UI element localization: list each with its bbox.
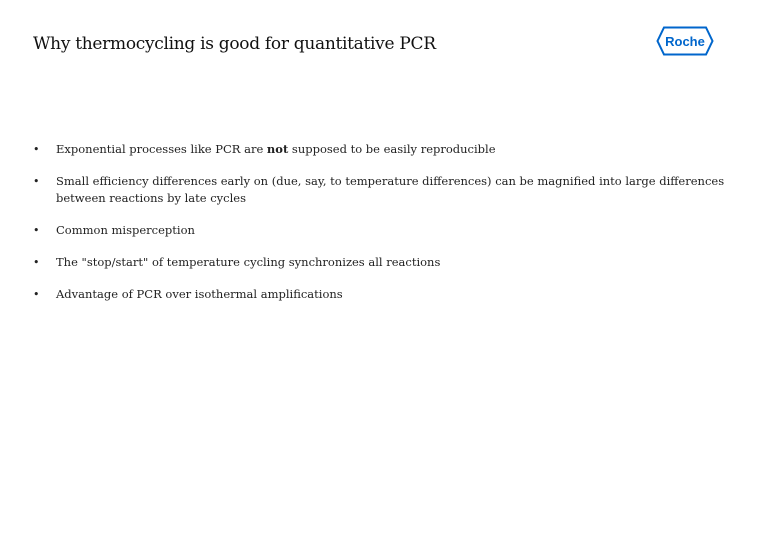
bullet-text: Small efficiency differences early on (due, say, to temperature differences) can be magnified into large differences between reactions by late cycles [56,174,725,205]
bullet-list [33,141,753,318]
roche-logo [656,26,714,56]
bullet-text-before: Exponential processes like PCR are [56,142,267,156]
bullet-text: The "stop/start" of temperature cycling synchronizes all reactions [56,255,441,269]
bullet-dot: • [33,288,40,301]
bullet-dot: • [33,143,40,156]
bullet-dot: • [33,175,40,188]
bullet-item [33,222,753,239]
slide-title: Why thermocycling is good for quantitative PCR [33,34,436,54]
roche-logo-text: Roche [665,34,705,49]
bullet-emphasis: not [266,142,289,156]
bullet-dot: • [33,224,40,237]
bullet-text-after: supposed to be easily reproducible [288,142,496,156]
bullet-item [33,254,753,271]
bullet-item [33,286,753,303]
bullet-text: Advantage of PCR over isothermal amplifications [56,287,343,301]
bullet-item [33,141,753,158]
bullet-text: Common misperception [56,223,195,237]
bullet-item [33,173,753,207]
roche-logo-hexagon [656,26,714,56]
bullet-dot: • [33,256,40,269]
